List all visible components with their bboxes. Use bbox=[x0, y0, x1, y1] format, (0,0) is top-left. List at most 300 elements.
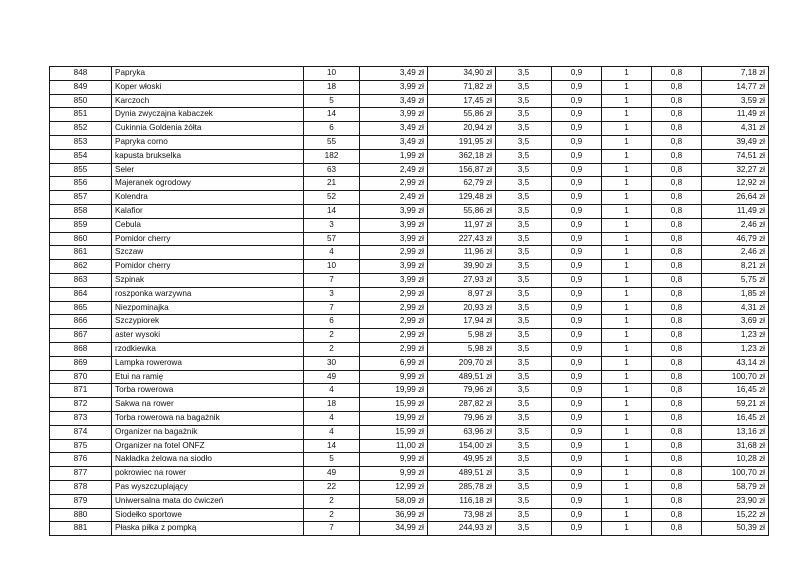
cell-product-name: Koper włoski bbox=[112, 80, 304, 94]
cell-row-number: 863 bbox=[50, 273, 112, 287]
cell-factor-a: 3,5 bbox=[496, 149, 552, 163]
cell-factor-c: 1 bbox=[602, 232, 652, 246]
cell-factor-c: 1 bbox=[602, 287, 652, 301]
cell-total-price: 34,90 zł bbox=[428, 67, 496, 81]
cell-factor-b: 0,9 bbox=[552, 260, 602, 274]
cell-row-number: 851 bbox=[50, 108, 112, 122]
cell-factor-c: 1 bbox=[602, 425, 652, 439]
cell-factor-a: 3,5 bbox=[496, 508, 552, 522]
cell-factor-b: 0,9 bbox=[552, 163, 602, 177]
cell-product-name: Cukinnia Goldenia żółta bbox=[112, 122, 304, 136]
cell-factor-a: 3,5 bbox=[496, 177, 552, 191]
cell-unit-price: 15,99 zł bbox=[360, 398, 428, 412]
cell-factor-c: 1 bbox=[602, 163, 652, 177]
cell-factor-d: 0,8 bbox=[652, 135, 702, 149]
cell-factor-d: 0,8 bbox=[652, 246, 702, 260]
cell-row-number: 856 bbox=[50, 177, 112, 191]
cell-row-number: 871 bbox=[50, 384, 112, 398]
cell-factor-d: 0,8 bbox=[652, 494, 702, 508]
cell-unit-price: 3,49 zł bbox=[360, 122, 428, 136]
cell-unit-price: 3,99 zł bbox=[360, 273, 428, 287]
cell-product-name: Pomidor cherry bbox=[112, 232, 304, 246]
cell-factor-a: 3,5 bbox=[496, 329, 552, 343]
cell-unit-price: 3,99 zł bbox=[360, 218, 428, 232]
cell-total-price: 62,79 zł bbox=[428, 177, 496, 191]
cell-factor-d: 0,8 bbox=[652, 480, 702, 494]
cell-total-price: 5,98 zł bbox=[428, 329, 496, 343]
cell-factor-a: 3,5 bbox=[496, 480, 552, 494]
cell-factor-c: 1 bbox=[602, 204, 652, 218]
cell-quantity: 3 bbox=[304, 218, 360, 232]
cell-factor-d: 0,8 bbox=[652, 149, 702, 163]
cell-factor-b: 0,9 bbox=[552, 301, 602, 315]
cell-factor-c: 1 bbox=[602, 260, 652, 274]
cell-factor-b: 0,9 bbox=[552, 94, 602, 108]
cell-factor-b: 0,9 bbox=[552, 218, 602, 232]
cell-result-amount: 39,49 zł bbox=[702, 135, 769, 149]
table-row bbox=[50, 135, 769, 149]
cell-row-number: 859 bbox=[50, 218, 112, 232]
cell-factor-d: 0,8 bbox=[652, 218, 702, 232]
cell-total-price: 79,96 zł bbox=[428, 384, 496, 398]
cell-factor-a: 3,5 bbox=[496, 94, 552, 108]
cell-quantity: 22 bbox=[304, 480, 360, 494]
cell-row-number: 873 bbox=[50, 411, 112, 425]
table-row bbox=[50, 439, 769, 453]
cell-factor-a: 3,5 bbox=[496, 370, 552, 384]
cell-row-number: 875 bbox=[50, 439, 112, 453]
cell-factor-d: 0,8 bbox=[652, 273, 702, 287]
cell-quantity: 63 bbox=[304, 163, 360, 177]
cell-product-name: Organizer na bagażnik bbox=[112, 425, 304, 439]
cell-factor-d: 0,8 bbox=[652, 384, 702, 398]
cell-result-amount: 26,64 zł bbox=[702, 191, 769, 205]
cell-factor-d: 0,8 bbox=[652, 425, 702, 439]
cell-factor-b: 0,9 bbox=[552, 232, 602, 246]
cell-result-amount: 10,28 zł bbox=[702, 453, 769, 467]
table-row bbox=[50, 246, 769, 260]
cell-total-price: 27,93 zł bbox=[428, 273, 496, 287]
cell-factor-b: 0,9 bbox=[552, 287, 602, 301]
cell-product-name: Seler bbox=[112, 163, 304, 177]
cell-factor-d: 0,8 bbox=[652, 177, 702, 191]
cell-factor-a: 3,5 bbox=[496, 122, 552, 136]
cell-total-price: 362,18 zł bbox=[428, 149, 496, 163]
cell-product-name: Torba rowerowa bbox=[112, 384, 304, 398]
cell-factor-d: 0,8 bbox=[652, 122, 702, 136]
cell-factor-b: 0,9 bbox=[552, 384, 602, 398]
cell-quantity: 21 bbox=[304, 177, 360, 191]
cell-factor-c: 1 bbox=[602, 370, 652, 384]
cell-unit-price: 1,99 zł bbox=[360, 149, 428, 163]
cell-factor-d: 0,8 bbox=[652, 342, 702, 356]
cell-factor-d: 0,8 bbox=[652, 453, 702, 467]
cell-factor-a: 3,5 bbox=[496, 301, 552, 315]
cell-product-name: Szczaw bbox=[112, 246, 304, 260]
cell-factor-d: 0,8 bbox=[652, 398, 702, 412]
cell-result-amount: 4,31 zł bbox=[702, 122, 769, 136]
cell-row-number: 852 bbox=[50, 122, 112, 136]
table-row bbox=[50, 287, 769, 301]
cell-result-amount: 13,16 zł bbox=[702, 425, 769, 439]
cell-unit-price: 3,99 zł bbox=[360, 232, 428, 246]
cell-result-amount: 59,21 zł bbox=[702, 398, 769, 412]
cell-factor-b: 0,9 bbox=[552, 80, 602, 94]
cell-total-price: 49,95 zł bbox=[428, 453, 496, 467]
cell-row-number: 877 bbox=[50, 467, 112, 481]
table-row bbox=[50, 80, 769, 94]
cell-factor-b: 0,9 bbox=[552, 356, 602, 370]
cell-factor-c: 1 bbox=[602, 191, 652, 205]
table-row bbox=[50, 191, 769, 205]
cell-result-amount: 11,49 zł bbox=[702, 108, 769, 122]
cell-factor-b: 0,9 bbox=[552, 204, 602, 218]
cell-factor-c: 1 bbox=[602, 149, 652, 163]
cell-unit-price: 12,99 zł bbox=[360, 480, 428, 494]
table-row bbox=[50, 163, 769, 177]
cell-product-name: Torba rowerowa na bagażnik bbox=[112, 411, 304, 425]
cell-result-amount: 3,69 zł bbox=[702, 315, 769, 329]
cell-factor-d: 0,8 bbox=[652, 411, 702, 425]
cell-factor-c: 1 bbox=[602, 135, 652, 149]
cell-factor-c: 1 bbox=[602, 356, 652, 370]
cell-result-amount: 58,79 zł bbox=[702, 480, 769, 494]
cell-result-amount: 1,85 zł bbox=[702, 287, 769, 301]
cell-factor-c: 1 bbox=[602, 467, 652, 481]
cell-row-number: 861 bbox=[50, 246, 112, 260]
cell-factor-d: 0,8 bbox=[652, 80, 702, 94]
cell-quantity: 4 bbox=[304, 246, 360, 260]
cell-row-number: 872 bbox=[50, 398, 112, 412]
cell-factor-a: 3,5 bbox=[496, 425, 552, 439]
cell-factor-c: 1 bbox=[602, 108, 652, 122]
cell-factor-a: 3,5 bbox=[496, 135, 552, 149]
cell-factor-a: 3,5 bbox=[496, 232, 552, 246]
cell-unit-price: 15,99 zł bbox=[360, 425, 428, 439]
cell-factor-a: 3,5 bbox=[496, 218, 552, 232]
cell-total-price: 55,86 zł bbox=[428, 108, 496, 122]
cell-factor-c: 1 bbox=[602, 508, 652, 522]
cell-product-name: Pas wyszczuplający bbox=[112, 480, 304, 494]
cell-factor-d: 0,8 bbox=[652, 522, 702, 536]
cell-product-name: Szczypiorek bbox=[112, 315, 304, 329]
cell-quantity: 18 bbox=[304, 398, 360, 412]
cell-product-name: Lampka rowerowa bbox=[112, 356, 304, 370]
table-row bbox=[50, 273, 769, 287]
cell-factor-d: 0,8 bbox=[652, 315, 702, 329]
cell-quantity: 2 bbox=[304, 494, 360, 508]
cell-row-number: 878 bbox=[50, 480, 112, 494]
cell-factor-d: 0,8 bbox=[652, 163, 702, 177]
cell-total-price: 17,45 zł bbox=[428, 94, 496, 108]
cell-factor-c: 1 bbox=[602, 273, 652, 287]
cell-total-price: 129,48 zł bbox=[428, 191, 496, 205]
cell-total-price: 8,97 zł bbox=[428, 287, 496, 301]
cell-factor-a: 3,5 bbox=[496, 163, 552, 177]
table-row bbox=[50, 425, 769, 439]
table-row bbox=[50, 177, 769, 191]
table-row bbox=[50, 122, 769, 136]
cell-factor-a: 3,5 bbox=[496, 80, 552, 94]
cell-factor-b: 0,9 bbox=[552, 177, 602, 191]
cell-quantity: 5 bbox=[304, 453, 360, 467]
cell-factor-d: 0,8 bbox=[652, 108, 702, 122]
cell-result-amount: 7,18 zł bbox=[702, 67, 769, 81]
cell-product-name: Pomidor cherry bbox=[112, 260, 304, 274]
cell-total-price: 63,96 zł bbox=[428, 425, 496, 439]
cell-factor-c: 1 bbox=[602, 67, 652, 81]
cell-factor-c: 1 bbox=[602, 522, 652, 536]
cell-result-amount: 100,70 zł bbox=[702, 370, 769, 384]
cell-quantity: 182 bbox=[304, 149, 360, 163]
cell-factor-a: 3,5 bbox=[496, 246, 552, 260]
cell-row-number: 857 bbox=[50, 191, 112, 205]
cell-unit-price: 3,99 zł bbox=[360, 204, 428, 218]
cell-row-number: 848 bbox=[50, 67, 112, 81]
cell-quantity: 14 bbox=[304, 108, 360, 122]
cell-quantity: 7 bbox=[304, 522, 360, 536]
cell-result-amount: 43,14 zł bbox=[702, 356, 769, 370]
cell-factor-a: 3,5 bbox=[496, 204, 552, 218]
cell-quantity: 49 bbox=[304, 370, 360, 384]
cell-product-name: pokrowiec na rower bbox=[112, 467, 304, 481]
cell-unit-price: 2,99 zł bbox=[360, 315, 428, 329]
cell-unit-price: 3,49 zł bbox=[360, 67, 428, 81]
cell-product-name: Cebula bbox=[112, 218, 304, 232]
table-row bbox=[50, 508, 769, 522]
cell-factor-d: 0,8 bbox=[652, 204, 702, 218]
cell-factor-c: 1 bbox=[602, 94, 652, 108]
cell-factor-c: 1 bbox=[602, 453, 652, 467]
cell-factor-a: 3,5 bbox=[496, 398, 552, 412]
cell-factor-d: 0,8 bbox=[652, 191, 702, 205]
cell-total-price: 287,82 zł bbox=[428, 398, 496, 412]
table-row bbox=[50, 480, 769, 494]
cell-factor-c: 1 bbox=[602, 342, 652, 356]
cell-result-amount: 100,70 zł bbox=[702, 467, 769, 481]
cell-unit-price: 2,99 zł bbox=[360, 301, 428, 315]
cell-factor-a: 3,5 bbox=[496, 315, 552, 329]
cell-factor-c: 1 bbox=[602, 177, 652, 191]
cell-quantity: 18 bbox=[304, 80, 360, 94]
cell-factor-c: 1 bbox=[602, 494, 652, 508]
cell-factor-a: 3,5 bbox=[496, 467, 552, 481]
cell-product-name: Płaska piłka z pompką bbox=[112, 522, 304, 536]
cell-unit-price: 19,99 zł bbox=[360, 411, 428, 425]
cell-unit-price: 34,99 zł bbox=[360, 522, 428, 536]
table-row bbox=[50, 108, 769, 122]
cell-factor-b: 0,9 bbox=[552, 246, 602, 260]
cell-row-number: 870 bbox=[50, 370, 112, 384]
cell-quantity: 57 bbox=[304, 232, 360, 246]
cell-factor-c: 1 bbox=[602, 398, 652, 412]
table-row bbox=[50, 329, 769, 343]
cell-factor-b: 0,9 bbox=[552, 329, 602, 343]
cell-product-name: Majeranek ogrodowy bbox=[112, 177, 304, 191]
cell-factor-b: 0,9 bbox=[552, 494, 602, 508]
cell-factor-d: 0,8 bbox=[652, 356, 702, 370]
data-table bbox=[49, 66, 769, 536]
cell-product-name: Organizer na fotel ONFZ bbox=[112, 439, 304, 453]
cell-product-name: Kalafior bbox=[112, 204, 304, 218]
cell-factor-d: 0,8 bbox=[652, 67, 702, 81]
cell-product-name: Dynia zwyczajna kabaczek bbox=[112, 108, 304, 122]
cell-factor-d: 0,8 bbox=[652, 370, 702, 384]
cell-factor-b: 0,9 bbox=[552, 370, 602, 384]
table-row bbox=[50, 398, 769, 412]
cell-row-number: 876 bbox=[50, 453, 112, 467]
cell-total-price: 71,82 zł bbox=[428, 80, 496, 94]
cell-quantity: 7 bbox=[304, 273, 360, 287]
cell-quantity: 7 bbox=[304, 301, 360, 315]
cell-quantity: 14 bbox=[304, 439, 360, 453]
cell-factor-c: 1 bbox=[602, 80, 652, 94]
cell-quantity: 3 bbox=[304, 287, 360, 301]
cell-product-name: rzodkiewka bbox=[112, 342, 304, 356]
cell-factor-a: 3,5 bbox=[496, 108, 552, 122]
cell-product-name: Szpinak bbox=[112, 273, 304, 287]
cell-result-amount: 12,92 zł bbox=[702, 177, 769, 191]
cell-quantity: 49 bbox=[304, 467, 360, 481]
cell-row-number: 880 bbox=[50, 508, 112, 522]
cell-product-name: Niezpominajka bbox=[112, 301, 304, 315]
cell-quantity: 4 bbox=[304, 384, 360, 398]
cell-unit-price: 2,99 zł bbox=[360, 246, 428, 260]
cell-result-amount: 1,23 zł bbox=[702, 329, 769, 343]
cell-total-price: 116,18 zł bbox=[428, 494, 496, 508]
cell-unit-price: 9,99 zł bbox=[360, 370, 428, 384]
cell-total-price: 55,86 zł bbox=[428, 204, 496, 218]
cell-total-price: 154,00 zł bbox=[428, 439, 496, 453]
cell-row-number: 858 bbox=[50, 204, 112, 218]
cell-product-name: Papryka bbox=[112, 67, 304, 81]
table-row bbox=[50, 370, 769, 384]
cell-quantity: 5 bbox=[304, 94, 360, 108]
cell-total-price: 5,98 zł bbox=[428, 342, 496, 356]
cell-row-number: 867 bbox=[50, 329, 112, 343]
cell-quantity: 2 bbox=[304, 508, 360, 522]
cell-result-amount: 2,46 zł bbox=[702, 246, 769, 260]
cell-quantity: 10 bbox=[304, 67, 360, 81]
cell-total-price: 11,96 zł bbox=[428, 246, 496, 260]
cell-total-price: 489,51 zł bbox=[428, 370, 496, 384]
cell-factor-c: 1 bbox=[602, 411, 652, 425]
table-row bbox=[50, 94, 769, 108]
cell-row-number: 853 bbox=[50, 135, 112, 149]
cell-factor-c: 1 bbox=[602, 246, 652, 260]
cell-total-price: 39,90 zł bbox=[428, 260, 496, 274]
cell-factor-a: 3,5 bbox=[496, 273, 552, 287]
cell-row-number: 860 bbox=[50, 232, 112, 246]
table-row bbox=[50, 67, 769, 81]
cell-unit-price: 2,99 zł bbox=[360, 329, 428, 343]
cell-factor-a: 3,5 bbox=[496, 287, 552, 301]
cell-result-amount: 4,31 zł bbox=[702, 301, 769, 315]
cell-product-name: Nakładka żelowa na siodło bbox=[112, 453, 304, 467]
cell-row-number: 865 bbox=[50, 301, 112, 315]
cell-factor-a: 3,5 bbox=[496, 411, 552, 425]
cell-row-number: 864 bbox=[50, 287, 112, 301]
cell-row-number: 879 bbox=[50, 494, 112, 508]
table-row bbox=[50, 232, 769, 246]
cell-factor-b: 0,9 bbox=[552, 439, 602, 453]
cell-row-number: 849 bbox=[50, 80, 112, 94]
cell-unit-price: 2,99 zł bbox=[360, 287, 428, 301]
table-body bbox=[50, 67, 769, 536]
cell-factor-b: 0,9 bbox=[552, 425, 602, 439]
cell-factor-b: 0,9 bbox=[552, 135, 602, 149]
cell-factor-c: 1 bbox=[602, 480, 652, 494]
cell-factor-c: 1 bbox=[602, 315, 652, 329]
table-row bbox=[50, 467, 769, 481]
cell-unit-price: 2,49 zł bbox=[360, 163, 428, 177]
table-row bbox=[50, 218, 769, 232]
cell-factor-d: 0,8 bbox=[652, 301, 702, 315]
cell-result-amount: 1,23 zł bbox=[702, 342, 769, 356]
cell-factor-d: 0,8 bbox=[652, 508, 702, 522]
cell-quantity: 4 bbox=[304, 425, 360, 439]
cell-quantity: 52 bbox=[304, 191, 360, 205]
cell-result-amount: 14,77 zł bbox=[702, 80, 769, 94]
cell-result-amount: 46,79 zł bbox=[702, 232, 769, 246]
cell-result-amount: 74,51 zł bbox=[702, 149, 769, 163]
cell-result-amount: 2,46 zł bbox=[702, 218, 769, 232]
cell-row-number: 881 bbox=[50, 522, 112, 536]
cell-total-price: 244,93 zł bbox=[428, 522, 496, 536]
cell-unit-price: 2,99 zł bbox=[360, 177, 428, 191]
cell-factor-b: 0,9 bbox=[552, 315, 602, 329]
cell-factor-b: 0,9 bbox=[552, 191, 602, 205]
cell-total-price: 285,78 zł bbox=[428, 480, 496, 494]
cell-product-name: Sakwa na rower bbox=[112, 398, 304, 412]
cell-unit-price: 36,99 zł bbox=[360, 508, 428, 522]
cell-quantity: 2 bbox=[304, 342, 360, 356]
cell-quantity: 10 bbox=[304, 260, 360, 274]
table-row bbox=[50, 260, 769, 274]
cell-factor-a: 3,5 bbox=[496, 260, 552, 274]
table-row bbox=[50, 494, 769, 508]
cell-unit-price: 3,99 zł bbox=[360, 108, 428, 122]
cell-result-amount: 23,90 zł bbox=[702, 494, 769, 508]
cell-product-name: Siodełko sportowe bbox=[112, 508, 304, 522]
cell-result-amount: 50,39 zł bbox=[702, 522, 769, 536]
cell-result-amount: 32,27 zł bbox=[702, 163, 769, 177]
table-row bbox=[50, 149, 769, 163]
cell-result-amount: 15,22 zł bbox=[702, 508, 769, 522]
cell-total-price: 227,43 zł bbox=[428, 232, 496, 246]
cell-factor-d: 0,8 bbox=[652, 439, 702, 453]
cell-result-amount: 16,45 zł bbox=[702, 411, 769, 425]
cell-factor-a: 3,5 bbox=[496, 191, 552, 205]
cell-factor-c: 1 bbox=[602, 218, 652, 232]
cell-factor-c: 1 bbox=[602, 439, 652, 453]
cell-quantity: 6 bbox=[304, 122, 360, 136]
cell-total-price: 209,70 zł bbox=[428, 356, 496, 370]
cell-factor-a: 3,5 bbox=[496, 494, 552, 508]
cell-result-amount: 11,49 zł bbox=[702, 204, 769, 218]
cell-product-name: Papryka corno bbox=[112, 135, 304, 149]
cell-factor-c: 1 bbox=[602, 329, 652, 343]
cell-unit-price: 3,49 zł bbox=[360, 94, 428, 108]
cell-factor-a: 3,5 bbox=[496, 522, 552, 536]
cell-factor-b: 0,9 bbox=[552, 108, 602, 122]
cell-product-name: aster wysoki bbox=[112, 329, 304, 343]
cell-quantity: 4 bbox=[304, 411, 360, 425]
cell-factor-d: 0,8 bbox=[652, 94, 702, 108]
cell-row-number: 855 bbox=[50, 163, 112, 177]
cell-quantity: 2 bbox=[304, 329, 360, 343]
cell-unit-price: 2,99 zł bbox=[360, 342, 428, 356]
